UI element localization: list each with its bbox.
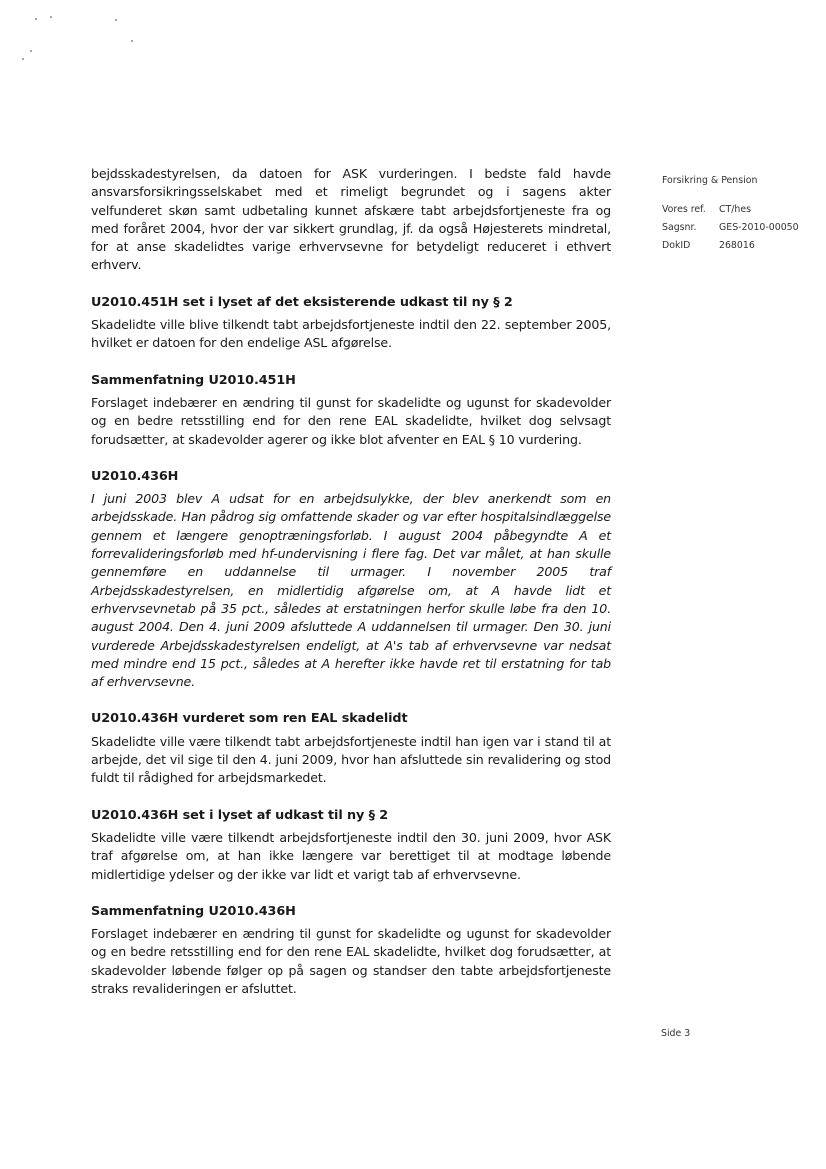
meta-value: GES-2010-00050: [719, 222, 799, 233]
meta-row-case-number: [662, 219, 812, 237]
section-paragraph: Forslaget indebærer en ændring til gunst for skadelidte og ugunst for skadevolder og en bedre retsstilling end for den rene EAL skadelidte, hvilket dog forudsætter, at skadevolder løbende følger op på sagen og standser den tabte arbejdsfortjeneste straks revalideringen er afsluttet.: [91, 926, 611, 996]
section-heading: Sammenfatning U2010.451H: [91, 372, 296, 388]
section-heading: U2010.436H vurderet som ren EAL skadelidt: [91, 711, 408, 727]
scan-speck: [30, 50, 32, 52]
section-paragraph: Skadelidte ville være tilkendt tabt arbejdsfortjeneste indtil han igen var i stand til at arbejde, det vil sige til den 4. juni 2009, hvor han afsluttede sin revalidering og stod fuldt til rådighed for arbejdsmarkedet.: [91, 733, 611, 786]
section-heading: U2010.436H: [91, 468, 179, 484]
scan-speck: [35, 18, 37, 20]
meta-row-our-ref: [662, 201, 812, 219]
scan-speck: [115, 19, 117, 21]
scan-speck: [131, 40, 133, 42]
section-heading: U2010.436H set i lyset af udkast til ny § 2: [91, 807, 389, 823]
document-body: [91, 165, 611, 998]
section-paragraph: Skadelidte ville være tilkendt arbejdsfortjeneste indtil den 30. juni 2009, hvor ASK traf afgørelse om, at han ikke længere var berettiget til at modtage løbende midlertidige ydelser og der ikke var lidt et varigt tab af erhvervsevne.: [91, 829, 611, 882]
meta-value: CT/hes: [719, 204, 752, 215]
section-heading: Sammenfatning U2010.436H: [91, 903, 296, 919]
page-number: Side 3: [661, 1028, 691, 1039]
scan-speck: [22, 58, 24, 60]
organization-name: Forsikring & Pension: [662, 175, 758, 186]
meta-label: Vores ref.: [662, 204, 706, 215]
meta-label: Sagsnr.: [662, 222, 697, 233]
section-paragraph: Forslaget indebærer en ændring til gunst for skadelidte og ugunst for skadevolder og en bedre retsstilling end for den rene EAL skadelidte, hvilket dog selvsagt forudsætter, at skadevolder agerer og ikke blot afventer en EAL § 10 vurdering.: [91, 394, 611, 447]
scan-speck: [50, 16, 52, 18]
section-heading: U2010.451H set i lyset af det eksisterende udkast til ny § 2: [91, 294, 513, 310]
meta-row-doc-id: [662, 237, 812, 255]
case-summary-paragraph: I juni 2003 blev A udsat for en arbejdsulykke, der blev anerkendt som en arbejdsskade. Han pådrog sig omfattende skader og var efter hospitalsindlæggelse gennem et længere genoptræningsforløb. I august 2004 påbegyndte A et forrevalideringsforløb med hf-undervisning i flere fag. Det var målet, at han skulle gennemføre en uddannelse til urmager. I november 2005 traf Arbejdsskadestyrelsen, en midlertidig afgørelse om, at A havde lidt et erhvervsevnetab på 35 pct., således at erstatningen herfor skulle løbe fra den 10. august 2004. Den 4. juni 2009 afsluttede A uddannelsen til urmager. Den 30. juni vurderede Arbejdsskadestyrelsen endeligt, at A's tab af erhvervsevne var nedsat med mindre end 15 pct., således at A herefter ikke havde ret til erstatning for tab af erhvervsevne.: [91, 491, 611, 690]
meta-label: DokID: [662, 240, 691, 251]
section-paragraph: Skadelidte ville blive tilkendt tabt arbejdsfortjeneste indtil den 22. september 2005, hvilket er datoen for den endelige ASL afgørelse.: [91, 317, 611, 351]
intro-paragraph: bejdsskadestyrelsen, da datoen for ASK vurderingen. I bedste fald havde ansvarsforsikringsselskabet med et rimeligt begrundet og i sagens akter velfunderet skøn samt udbetaling kunnet afskære tabt arbejdsfortjeneste fra og med foråret 2004, hvor der var sikkert grundlag, jf. da også Højesterets mindretal, for at anse skadelidtes varige erhvervsevne for betydeligt reduceret i ethvert erhverv.: [91, 166, 611, 273]
meta-value: 268016: [719, 240, 755, 251]
document-meta-sidebar: [662, 172, 812, 255]
